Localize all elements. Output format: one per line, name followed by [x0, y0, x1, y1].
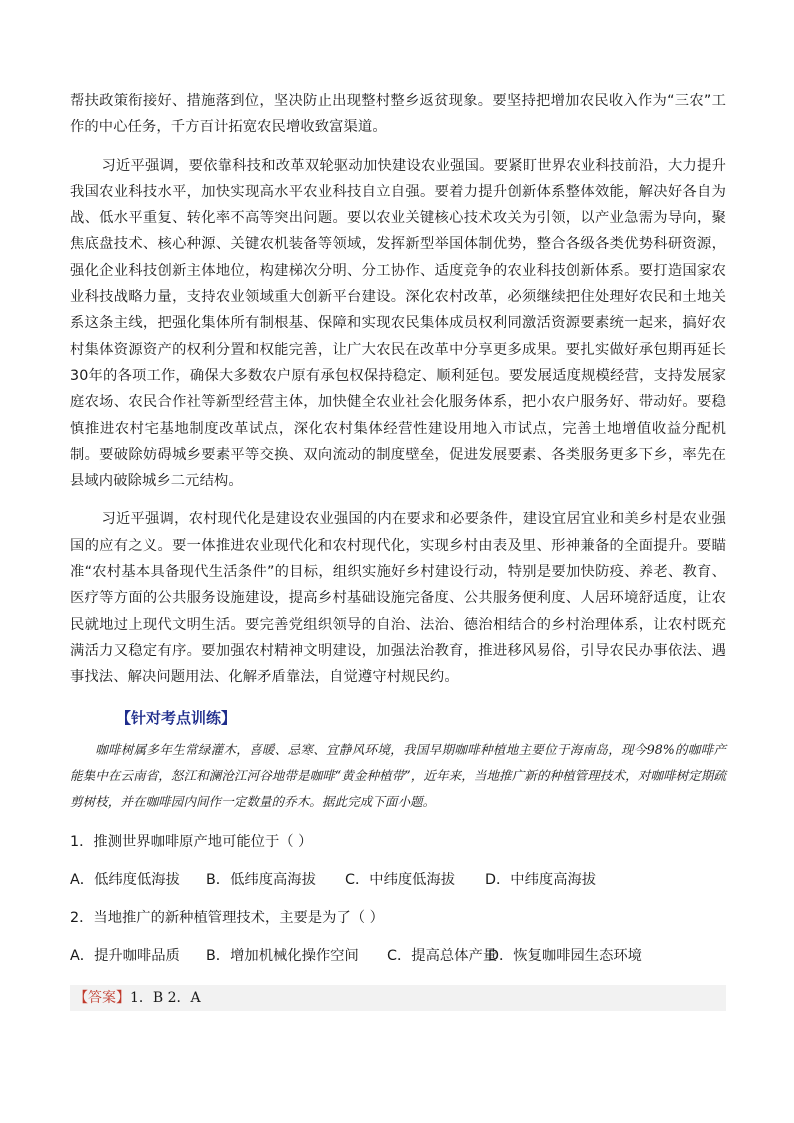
question-1-stem: 1．推测世界咖啡原产地可能位于（ ） — [70, 833, 313, 850]
question-1-option-c[interactable]: C．中纬度低海拔 — [345, 871, 456, 888]
question-2-options — [70, 945, 726, 967]
question-2-option-c[interactable]: C．提高总体产量 — [387, 947, 498, 964]
section-title: 【针对考点训练】 — [116, 708, 237, 727]
question-1-option-b[interactable]: B．低纬度高海拔 — [206, 871, 316, 888]
paragraph-policy: 帮扶政策衔接好、措施落到位，坚决防止出现整村整乡返贫现象。要坚持把增加农民收入作为“三农”工作的中心任务，千方百计拓宽农民增收致富渠道。 — [70, 93, 726, 136]
question-2-option-a[interactable]: A．提升咖啡品质 — [70, 947, 180, 964]
question-material: 咖啡树属多年生常绿灌木，喜暖、忌寒、宜静风环境，我国早期咖啡种植地主要位于海南岛，现今98%的咖啡产能集中在云南省，怒江和澜沧江河谷地带是咖啡“黄金种植带”，近年来，当地推广新的种植管理技术，对咖啡树定期疏剪树枝，并在咖啡园内间作一定数量的乔木。据此完成下面小题。 — [70, 741, 726, 809]
question-2-option-d[interactable]: D．恢复咖啡园生态环境 — [488, 947, 642, 964]
answer-text: 1．B 2．A — [130, 989, 201, 1006]
paragraph-technology-reform: 习近平强调，要依靠科技和改革双轮驱动加快建设农业强国。要紧盯世界农业科技前沿，大力提升我国农业科技水平，加快实现高水平农业科技自立自强。要着力提升创新体系整体效能，解决好各自为战、低水平重复、转化率不高等突出问题。要以农业关键核心技术攻关为引领，以产业急需为导向，聚焦底盘技术、核心种源、关键农机装备等领域，发挥新型举国体制优势，整合各级各类优势科研资源，强化企业科技创新主体地位，构建梯次分明、分工协作、适度竞争的农业科技创新体系。要打造国家农业科技战略力量，支持农业领域重大创新平台建设。深化农村改革，必须继续把住处理好农民和土地关系这条主线，把强化集体所有制根基、保障和实现农民集体成员权利同激活资源要素统一起来，搞好农村集体资源资产的权利分置和权能完善，让广大农民在改革中分享更多成果。要扎实做好承包期再延长30年的各项工作，确保大多数农户原有承包权保持稳定、顺利延包。要发展适度规模经营，支持发展家庭农场、农民合作社等新型经营主体，加快健全农业社会化服务体系，把小农户服务好、带动好。要稳慎推进农村宅基地制度改革试点，深化农村集体经营性建设用地入市试点，完善土地增值收益分配机制。要破除妨碍城乡要素平等交换、双向流动的制度壁垒，促进发展要素、各类服务更多下乡，率先在县域内破除城乡二元结构。 — [70, 157, 726, 490]
answer-box — [70, 985, 726, 1011]
answer-label: 【答案】 — [74, 989, 130, 1006]
paragraph-rural-modernization: 习近平强调，农村现代化是建设农业强国的内在要求和必要条件，建设宜居宜业和美乡村是农业强国的应有之义。要一体推进农业现代化和农村现代化，实现乡村由表及里、形神兼备的全面提升。要瞄准“农村基本具备现代生活条件”的目标，组织实施好乡村建设行动，特别是要加快防疫、养老、教育、医疗等方面的公共服务设施建设，提高乡村基础设施完备度、公共服务便利度、人居环境舒适度，让农民就地过上现代文明生活。要完善党组织领导的自治、法治、德治相结合的乡村治理体系，让农村既充满活力又稳定有序。要加强农村精神文明建设，加强法治教育，推进移风易俗，引导农民办事依法、遇事找法、解决问题用法、化解矛盾靠法，自觉遵守村规民约。 — [70, 511, 726, 686]
question-1-option-d[interactable]: D．中纬度高海拔 — [485, 871, 597, 888]
question-1-options — [70, 869, 726, 891]
question-2-stem: 2．当地推广的新种植管理技术，主要是为了（ ） — [70, 909, 384, 926]
question-2-option-b[interactable]: B．增加机械化操作空间 — [206, 947, 359, 964]
document-page — [70, 88, 726, 1011]
question-1-option-a[interactable]: A．低纬度低海拔 — [70, 871, 180, 888]
